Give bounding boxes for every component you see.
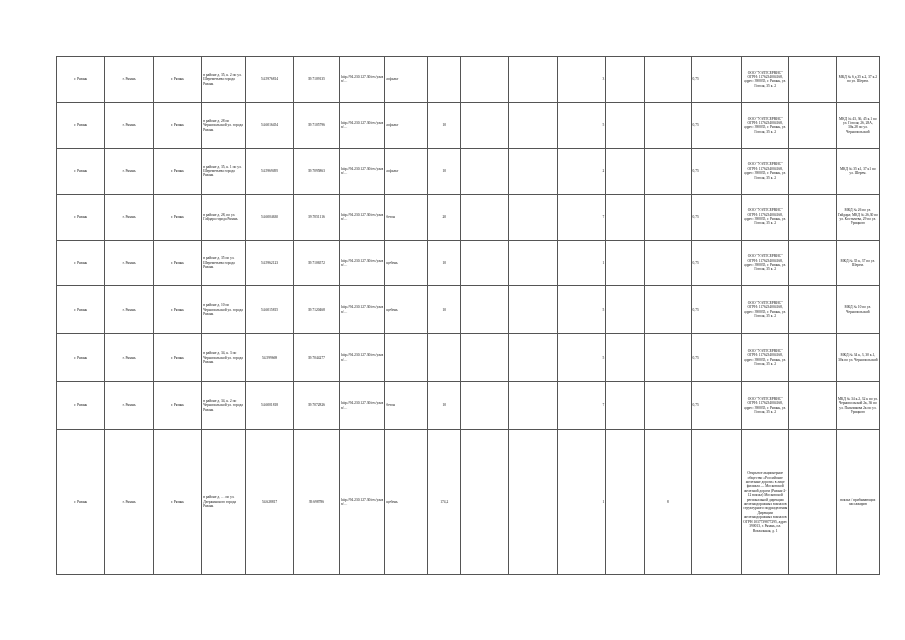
address-cell: в районе д. 35 по ул. Шереметьева города Рязань bbox=[202, 240, 246, 286]
empty-cell bbox=[606, 194, 645, 240]
table-row bbox=[57, 57, 880, 103]
bin-count-cell bbox=[645, 334, 691, 382]
city-cell: г. Рязань bbox=[153, 382, 201, 430]
area-cell bbox=[428, 57, 461, 103]
longitude-cell: 39.7109135 bbox=[293, 57, 339, 103]
city-cell: г. Рязань bbox=[153, 148, 201, 194]
empty-cell bbox=[461, 148, 509, 194]
latitude-cell: 54.5962123 bbox=[246, 240, 293, 286]
table-body bbox=[57, 57, 880, 575]
container-count-cell: 1 bbox=[557, 240, 605, 286]
operator-cell: ООО "УЭЛТСЕРВИС" ОГРН: 1176234004168, адрес: 390035, г. Рязань, ул. Гоголя, 35 к. 2 bbox=[742, 148, 789, 194]
volume-cell bbox=[691, 430, 742, 575]
surface-cell: бетон bbox=[385, 194, 428, 240]
photo-link-cell: http://94.230.127.30/rec/yazan/… bbox=[340, 57, 385, 103]
longitude-cell: 39.698786 bbox=[293, 430, 339, 575]
bin-count-cell bbox=[645, 102, 691, 148]
longitude-cell: 39.7105796 bbox=[293, 102, 339, 148]
empty-cell bbox=[789, 382, 836, 430]
district-cell: г. Рязань bbox=[105, 148, 153, 194]
container-count-cell: 5 bbox=[557, 286, 605, 334]
photo-link-cell: http://94.230.127.30/rec/yazan/… bbox=[340, 102, 385, 148]
container-count-cell: 1 bbox=[557, 430, 605, 575]
surface-cell: щебень bbox=[385, 286, 428, 334]
empty-cell bbox=[509, 102, 557, 148]
empty-cell bbox=[509, 382, 557, 430]
operator-cell: Открытое акционерное общество «Российские железные дороги» в лице филиала — Московской железной дороги (Рязань-2-12 вокзал) Московской региональной дирекции железнодорожных вокзалов структурного подразделения Дирекции железнодорожных вокзалов ОГРН 1037739877295, адрес 390013, г. Рязань, пл. Вокзальная, д. 1 bbox=[742, 430, 789, 575]
city-cell: г. Рязань bbox=[153, 334, 201, 382]
surface-cell: асфальт bbox=[385, 57, 428, 103]
city-cell: г. Рязань bbox=[153, 430, 201, 575]
sources-cell: МКД № 35 к1, 37 к1 по ул. Шерем. bbox=[836, 148, 879, 194]
table-row bbox=[57, 382, 880, 430]
latitude-cell: 54.6016454 bbox=[246, 102, 293, 148]
table-row bbox=[57, 102, 880, 148]
operator-cell: ООО "УЭЛТСЕРВИС" ОГРН: 1176234004168, адрес: 390035, г. Рязань, ул. Гоголя, 35 к. 2 bbox=[742, 240, 789, 286]
latitude-cell: 54.6015815 bbox=[246, 286, 293, 334]
surface-cell: бетон bbox=[385, 382, 428, 430]
photo-link-cell: http://94.230.127.30/rec/yazan/… bbox=[340, 382, 385, 430]
city-cell: г. Рязань bbox=[153, 194, 201, 240]
address-cell: в районе д. 28, по ул. Гайдара города Рязань bbox=[202, 194, 246, 240]
latitude-cell: 54.6001818 bbox=[246, 382, 293, 430]
address-cell: в районе д. … по ул. Дзержинского города Рязань bbox=[202, 430, 246, 575]
empty-cell bbox=[606, 148, 645, 194]
empty-cell bbox=[509, 57, 557, 103]
longitude-cell: 39.7044277 bbox=[293, 334, 339, 382]
sources-cell: МКД № 34 к, 3, 30 к.1, 30к по ул. Чернопольской bbox=[836, 334, 879, 382]
longitude-cell: 39.7095863 bbox=[293, 148, 339, 194]
empty-cell bbox=[606, 57, 645, 103]
photo-link-cell: http://94.230.127.30/rec/yazan/… bbox=[340, 430, 385, 575]
empty-cell bbox=[789, 148, 836, 194]
data-table bbox=[56, 56, 880, 575]
bin-count-cell: 8 bbox=[645, 430, 691, 575]
surface-cell: асфальт bbox=[385, 148, 428, 194]
city-cell: г. Рязань bbox=[153, 286, 201, 334]
region-cell: г. Рязань bbox=[57, 430, 105, 575]
region-cell: г. Рязань bbox=[57, 148, 105, 194]
region-cell: г. Рязань bbox=[57, 57, 105, 103]
address-cell: в районе д. 35, к. 2 по ул. Шереметьева города Рязань bbox=[202, 57, 246, 103]
area-cell: 10 bbox=[428, 240, 461, 286]
latitude-cell: 54.5976814 bbox=[246, 57, 293, 103]
empty-cell bbox=[509, 430, 557, 575]
city-cell: г. Рязань bbox=[153, 240, 201, 286]
empty-cell bbox=[789, 102, 836, 148]
sources-cell: МКД № 10 по ул. Чернопольской bbox=[836, 286, 879, 334]
empty-cell bbox=[606, 102, 645, 148]
region-cell: г. Рязань bbox=[57, 194, 105, 240]
address-cell: в районе д. 34, к. 2 по Чернопольской ул. города Рязань bbox=[202, 382, 246, 430]
volume-cell: 0,75 bbox=[691, 334, 742, 382]
volume-cell: 0,75 bbox=[691, 240, 742, 286]
table-row bbox=[57, 430, 880, 575]
region-cell: г. Рязань bbox=[57, 240, 105, 286]
empty-cell bbox=[606, 334, 645, 382]
address-cell: в районе д. 28 по Чернопольской ул. города Рязань bbox=[202, 102, 246, 148]
volume-cell: 0,75 bbox=[691, 382, 742, 430]
district-cell: г. Рязань bbox=[105, 102, 153, 148]
area-cell: 10 bbox=[428, 286, 461, 334]
address-cell: в районе д. 10 по Чернопольской ул. города Рязань bbox=[202, 286, 246, 334]
empty-cell bbox=[789, 240, 836, 286]
empty-cell bbox=[461, 57, 509, 103]
district-cell: г. Рязань bbox=[105, 240, 153, 286]
longitude-cell: 39.7106572 bbox=[293, 240, 339, 286]
operator-cell: ООО "УЭЛТСЕРВИС" ОГРН: 1176234004168, адрес: 390035, г. Рязань, ул. Гоголя, 35 к. 2 bbox=[742, 382, 789, 430]
operator-cell: ООО "УЭЛТСЕРВИС" ОГРН: 1176234004168, адрес: 390035, г. Рязань, ул. Гоголя, 35 к. 2 bbox=[742, 286, 789, 334]
bin-count-cell bbox=[645, 194, 691, 240]
surface-cell: щебень bbox=[385, 240, 428, 286]
empty-cell bbox=[789, 334, 836, 382]
longitude-cell: 39.7120468 bbox=[293, 286, 339, 334]
area-cell: 20 bbox=[428, 194, 461, 240]
latitude-cell: 54.5969495 bbox=[246, 148, 293, 194]
table-row bbox=[57, 286, 880, 334]
area-cell: 10 bbox=[428, 148, 461, 194]
region-cell: г. Рязань bbox=[57, 286, 105, 334]
empty-cell bbox=[606, 286, 645, 334]
bin-count-cell bbox=[645, 382, 691, 430]
sources-cell: МКД № 34 к.2, 32 к по ул. Чернопольской 2к, 36 по ул. Пальчикова 2к по ул. Урицкого bbox=[836, 382, 879, 430]
volume-cell: 0,75 bbox=[691, 148, 742, 194]
surface-cell bbox=[385, 334, 428, 382]
sources-cell: МКД № 26 по ул. Гайдара; МКД № 26,30 по ул. Костычева, 29 по ул. Урицкого bbox=[836, 194, 879, 240]
sources-cell: МКД № 6 д.35 к.2, 37 к.2 по ул. Шерем. bbox=[836, 57, 879, 103]
empty-cell bbox=[789, 286, 836, 334]
volume-cell: 0,75 bbox=[691, 57, 742, 103]
district-cell: г. Рязань bbox=[105, 57, 153, 103]
district-cell: г. Рязань bbox=[105, 382, 153, 430]
photo-link-cell: http://94.230.127.30/rec/yazan/… bbox=[340, 286, 385, 334]
container-count-cell: 3 bbox=[557, 57, 605, 103]
operator-cell: ООО "УЭЛТСЕРВИС" ОГРН: 1176234004168, адрес: 390035, г. Рязань, ул. Гоголя, 35 к. 2 bbox=[742, 102, 789, 148]
volume-cell: 0,75 bbox=[691, 286, 742, 334]
photo-link-cell: http://94.230.127.30/rec/yazan/… bbox=[340, 194, 385, 240]
district-cell: г. Рязань bbox=[105, 334, 153, 382]
table-row bbox=[57, 334, 880, 382]
container-count-cell: 7 bbox=[557, 194, 605, 240]
container-count-cell: 7 bbox=[557, 382, 605, 430]
address-cell: в районе д. 35, к. 1 по ул. Шереметьева города Рязань bbox=[202, 148, 246, 194]
empty-cell bbox=[509, 148, 557, 194]
operator-cell: ООО "УЭЛТСЕРВИС" ОГРН: 1176234004168, адрес: 390035, г. Рязань, ул. Гоголя, 35 к. 2 bbox=[742, 334, 789, 382]
empty-cell bbox=[509, 286, 557, 334]
photo-link-cell: http://94.230.127.30/rec/yazan/… bbox=[340, 148, 385, 194]
operator-cell: ООО "УЭЛТСЕРВИС" ОГРН: 1176234004168, адрес: 390035, г. Рязань, ул. Гоголя, 35 к. 2 bbox=[742, 194, 789, 240]
region-cell: г. Рязань bbox=[57, 382, 105, 430]
bin-count-cell bbox=[645, 240, 691, 286]
bin-count-cell bbox=[645, 286, 691, 334]
table-row bbox=[57, 148, 880, 194]
surface-cell: щебень bbox=[385, 430, 428, 575]
region-cell: г. Рязань bbox=[57, 334, 105, 382]
bin-count-cell bbox=[645, 57, 691, 103]
empty-cell bbox=[461, 286, 509, 334]
container-count-cell: 2 bbox=[557, 148, 605, 194]
container-count-cell: 5 bbox=[557, 334, 605, 382]
empty-cell bbox=[606, 430, 645, 575]
empty-cell bbox=[461, 382, 509, 430]
sources-cell: МКД № 35 к, 37 по ул. Шерем. bbox=[836, 240, 879, 286]
city-cell: г. Рязань bbox=[153, 102, 201, 148]
container-count-cell: 5 bbox=[557, 102, 605, 148]
surface-cell: асфальт bbox=[385, 102, 428, 148]
longitude-cell: 39.7051116 bbox=[293, 194, 339, 240]
empty-cell bbox=[789, 194, 836, 240]
empty-cell bbox=[789, 57, 836, 103]
area-cell: 10 bbox=[428, 382, 461, 430]
empty-cell bbox=[461, 334, 509, 382]
volume-cell: 0,75 bbox=[691, 194, 742, 240]
district-cell: г. Рязань bbox=[105, 430, 153, 575]
photo-link-cell: http://94.230.127.30/rec/yazan/… bbox=[340, 334, 385, 382]
area-cell bbox=[428, 334, 461, 382]
photo-link-cell: http://94.230.127.30/rec/yazan/… bbox=[340, 240, 385, 286]
district-cell: г. Рязань bbox=[105, 194, 153, 240]
empty-cell bbox=[461, 102, 509, 148]
latitude-cell: 54.628817 bbox=[246, 430, 293, 575]
empty-cell bbox=[509, 240, 557, 286]
volume-cell: 0,75 bbox=[691, 102, 742, 148]
bin-count-cell bbox=[645, 148, 691, 194]
sources-cell: вокзал / прибывающих пассажиров bbox=[836, 430, 879, 575]
empty-cell bbox=[461, 194, 509, 240]
empty-cell bbox=[509, 334, 557, 382]
table-row bbox=[57, 240, 880, 286]
latitude-cell: 54.6004630 bbox=[246, 194, 293, 240]
empty-cell bbox=[789, 430, 836, 575]
sources-cell: МКД № 43, 36, 45 к.1 по ул. Гоголя; 26, 28А, 30к.28 по ул. Чернопольской bbox=[836, 102, 879, 148]
table-row bbox=[57, 194, 880, 240]
latitude-cell: 54.599669 bbox=[246, 334, 293, 382]
address-cell: в районе д. 34, к. 3 по Чернопольской ул. города Рязань bbox=[202, 334, 246, 382]
operator-cell: ООО "УЭЛТСЕРВИС" ОГРН: 1176234004168, адрес: 390035, г. Рязань, ул. Гоголя, 35 к. 2 bbox=[742, 57, 789, 103]
longitude-cell: 39.7072826 bbox=[293, 382, 339, 430]
city-cell: г. Рязань bbox=[153, 57, 201, 103]
district-cell: г. Рязань bbox=[105, 286, 153, 334]
empty-cell bbox=[461, 240, 509, 286]
empty-cell bbox=[461, 430, 509, 575]
empty-cell bbox=[509, 194, 557, 240]
area-cell: 174,2 bbox=[428, 430, 461, 575]
area-cell: 10 bbox=[428, 102, 461, 148]
empty-cell bbox=[606, 382, 645, 430]
empty-cell bbox=[606, 240, 645, 286]
region-cell: г. Рязань bbox=[57, 102, 105, 148]
